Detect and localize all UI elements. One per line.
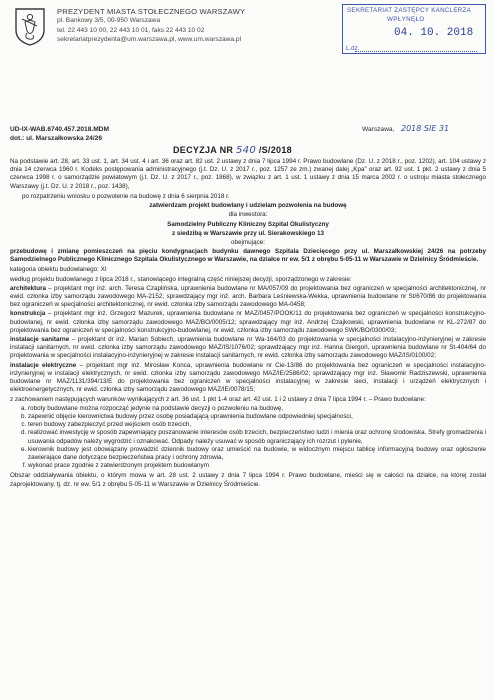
stamp-office: SEKRETARIAT ZASTĘPCY KANCLERZA (347, 7, 472, 14)
letterhead-contact: sekretariatprezydenta@um.warszawa.pl, www.um.warszawa.pl (57, 36, 242, 44)
stamp-date: 04. 10. 2018 (394, 27, 474, 39)
stamp-received: WPŁYNĘŁO (387, 16, 425, 23)
list-item: a. roboty budowlane można rozpocząć jedynie na podstawie decyzji o pozwoleniu na budowę, (28, 405, 486, 413)
decision-title (173, 145, 292, 156)
letterhead-org: PREZYDENT MIASTA STOŁECZNEGO WARSZAWY (57, 7, 246, 16)
stamp-dotted-line (355, 51, 477, 52)
investor-address: z siedzibą w Warszawie przy ul. Sierakowskiego 13 (172, 229, 324, 237)
project-reference: według projektu budowlanego z lipca 2018 r., stanowiącego integralną część niniejszej decyzji, sporządzonego w zakresie: (10, 275, 352, 283)
list-item: e. kierownik budowy jest obowiązany prowadzić dziennik budowy oraz umieścić na budowie, w widocznym miejscu tablicę informacyjną budowy oraz ogłoszenie zawierające dane dotyczące bezpieczeństwa pracy i ochrony zdrowia, (28, 446, 486, 462)
decision-number: 540 (236, 145, 256, 156)
list-item: b. zapewnić objęcie kierownictwa budowy przez osobę posiadającą uprawnienia budowlane odpowiedniej specjalności, (28, 413, 486, 421)
designer-sanitary: instalacje sanitarne – projektant dr inż. Marian Sobiech, uprawnienia budowlane nr Wa-164/03 do projektowania w specjalności instalacyjno-inżynieryjnej w zakresie instalacji sanitarnych, nr ewid. członka izby samorządu zawodowego MAZ/IS/1076/02; sprawdzający mgr inż. Hanna Giergoń, uprawnienia budowlane nr St-404/64 do projektowania w specjalności instalacyjno-inżynieryjnej w zakresie instalacji sanitarnych, nr ewid. członka izby samorządu zawodowego MAZ/IS/0100/02; (10, 336, 486, 360)
list-item: f. wykonać prace zgodnie z zatwierdzonym projektem budowlanym (28, 462, 486, 470)
warsaw-mermaid-logo (13, 6, 47, 46)
request-line: po rozpatrzeniu wniosku o pozwolenie na budowę z dnia 6 sierpnia 2018 r. (22, 192, 230, 200)
designer-electrical: instalacje elektryczne – projektant mgr inż. Mirosław Konca, uprawnienia budowlane nr Cie-13/86 do projektowania bez ograniczeń w specjalności instalacyjno-inżynieryjnej w instalacji elektrycznych, nr ewid. członka izby samorządu zawodowego MAZ/IE/2586/02; sprawdzający mgr inż. Sławomir Radziszewski, uprawnienia budowlane nr MAZ/1131/394/13/E do projektowania bez ograniczeń w specjalności instalacyjnej w zakresie sieci, instalacji i urządzeń elektrycznych i elektroenergetycznych, nr ewid. członka izby samorządu zawodowego MAZ/IE/0078/15; (10, 361, 486, 394)
impact-area: Obszar oddziaływania obiektu, o którym mowa w art. 28 ust. 2 ustawy z dnia 7 lipca 1994 r. Prawo budowlane, mieści się w całości na działce, na której został zaprojektowany, tj. dz. nr ew. 5/1 z obrębu 5-05-11 w Warszawie w Dzielnicy Śródmieście. (10, 472, 486, 488)
letterhead-phone: tel. 22 443 10 00, 22 443 10 01, faks 22 443 10 02 (57, 26, 205, 34)
designer-structure: konstrukcja – projektant mgr inż. Grzegorz Mazurek, uprawnienia budowlane nr MAZ/0457/POOK/11 do projektowania bez ograniczeń w specjalności konstrukcyjno-budowlanej, nr ewid. członka izby samorządu zawodowego MAZ/BO/0005/12; sprawdzający mgr inż. Andrzej Czajkowski, uprawnienia budowlane nr KL-272/87 do projektowania bez ograniczeń w specjalności konstrukcyjno-budowlanej, nr ewid. członka izby samorządu zawodowego SWK/BO/0300/03; (10, 310, 486, 334)
place: Warszawa, (362, 126, 395, 133)
decision-title-prefix: DECYZJA NR (173, 145, 234, 155)
building-category: kategoria obiektu budowlanego: XI (10, 266, 107, 274)
decision-title-suffix: /S/2018 (258, 145, 292, 155)
conditions-intro: z zachowaniem następujących warunków wynikających z art. 36 ust. 1 pkt 1-4 oraz art. 42 ust. 1 i 2 ustawy z dnia 7 lipca 1994 r. – Prawo budowlane: (10, 396, 426, 404)
legal-basis: Na podstawie art. 28, art. 33 ust. 1, art. 34 ust. 4 i art. 36 oraz art. 82 ust. 2 ustawy z dnia 7 lipca 1994 r. Prawo budowlane (Dz. U. z 2018 r., poz. 1202), art. 104 ustawy z dnia 14 czerwca 1960 r. Kodeks postępowania administracyjnego (j.t. Dz. U. z 2017 r., poz. 1257 ze zm.) zwanej dalej „Kpa” oraz art. 92 ust. 1 pkt. 2 ustawy z dnia 5 czerwca 1998 r. o samorządzie powiatowym (j.t. Dz. U. z 2017 r., poz. 1868), w związku z art. 1 ust. 1 ustawy z dnia 15 marca 2002 r. o ustroju miasta stołecznego Warszawy (j.t. Dz. U. z 2018 r., poz. 1438), (10, 158, 486, 190)
decision-body (10, 158, 486, 489)
scope-of-works: przebudowę i zmianę pomieszczeń na pięciu kondygnacjach budynku dawnego Szpitala Dziecięcego przy ul. Marszałkowskiej 24/26 na potrzeby Samodzielnego Publicznego Klinicznego Szpitala Okulistycznego w Warszawie, na działce nr ew. 5/1 z obrębu 5-05-11 w Warszawie w Dzielnicy Śródmieście. (10, 248, 486, 264)
letterhead (57, 7, 342, 45)
reference-number: UD-IX-WAB.6740.457.2018.MDM (10, 126, 109, 133)
issue-date: 2018 SIE 31 (401, 124, 450, 133)
list-item: d. realizować inwestycję w sposób zapewniający poszanowanie interesów osób trzecich, bezpieczeństwo ludzi i mienia oraz ochronę środowiska. Strefy gromadzenia i usuwania odpadów należy wygrodzić i oznakować. Odpady należy usuwać w sposób ograniczający ich rozrzut i pylenie, (28, 429, 486, 445)
designer-architecture: architektura – projektant mgr inż. arch. Teresa Czaplińska, uprawnienia budowlane nr MA/057/09 do projektowania bez ograniczeń w specjalności architektonicznej, nr ewid. członka izby samorządu zawodowego MA-2152; sprawdzający mgr inż. arch. Barbara Leśniewska-Wekka, uprawnienia budowlane nr St/670/86 do projektowania bez ograniczeń w specjalności architektonicznej, nr ewid. członka izby samorządu zawodowego MA-0458; (10, 284, 486, 309)
case-subject: dot.: ul. Marszałkowska 24/26 (10, 135, 102, 142)
covering-label: obejmujące: (231, 238, 265, 246)
received-stamp (342, 4, 486, 54)
letterhead-address: pl. Bankowy 3/5, 00-950 Warszawa (57, 17, 161, 25)
investor-name: Samodzielny Publiczny Kliniczny Szpital Okulistyczny (167, 221, 329, 229)
conditions-list (10, 405, 486, 471)
list-item: c. teren budowy zabezpieczyć przed wejściem osób trzecich, (28, 421, 486, 429)
for-investor-label: dla inwestora: (228, 211, 268, 219)
approval-line: zatwierdzam projekt budowlany i udzielam pozwolenia na budowę (149, 202, 347, 210)
stamp-log-label: L.dz. (346, 45, 360, 52)
